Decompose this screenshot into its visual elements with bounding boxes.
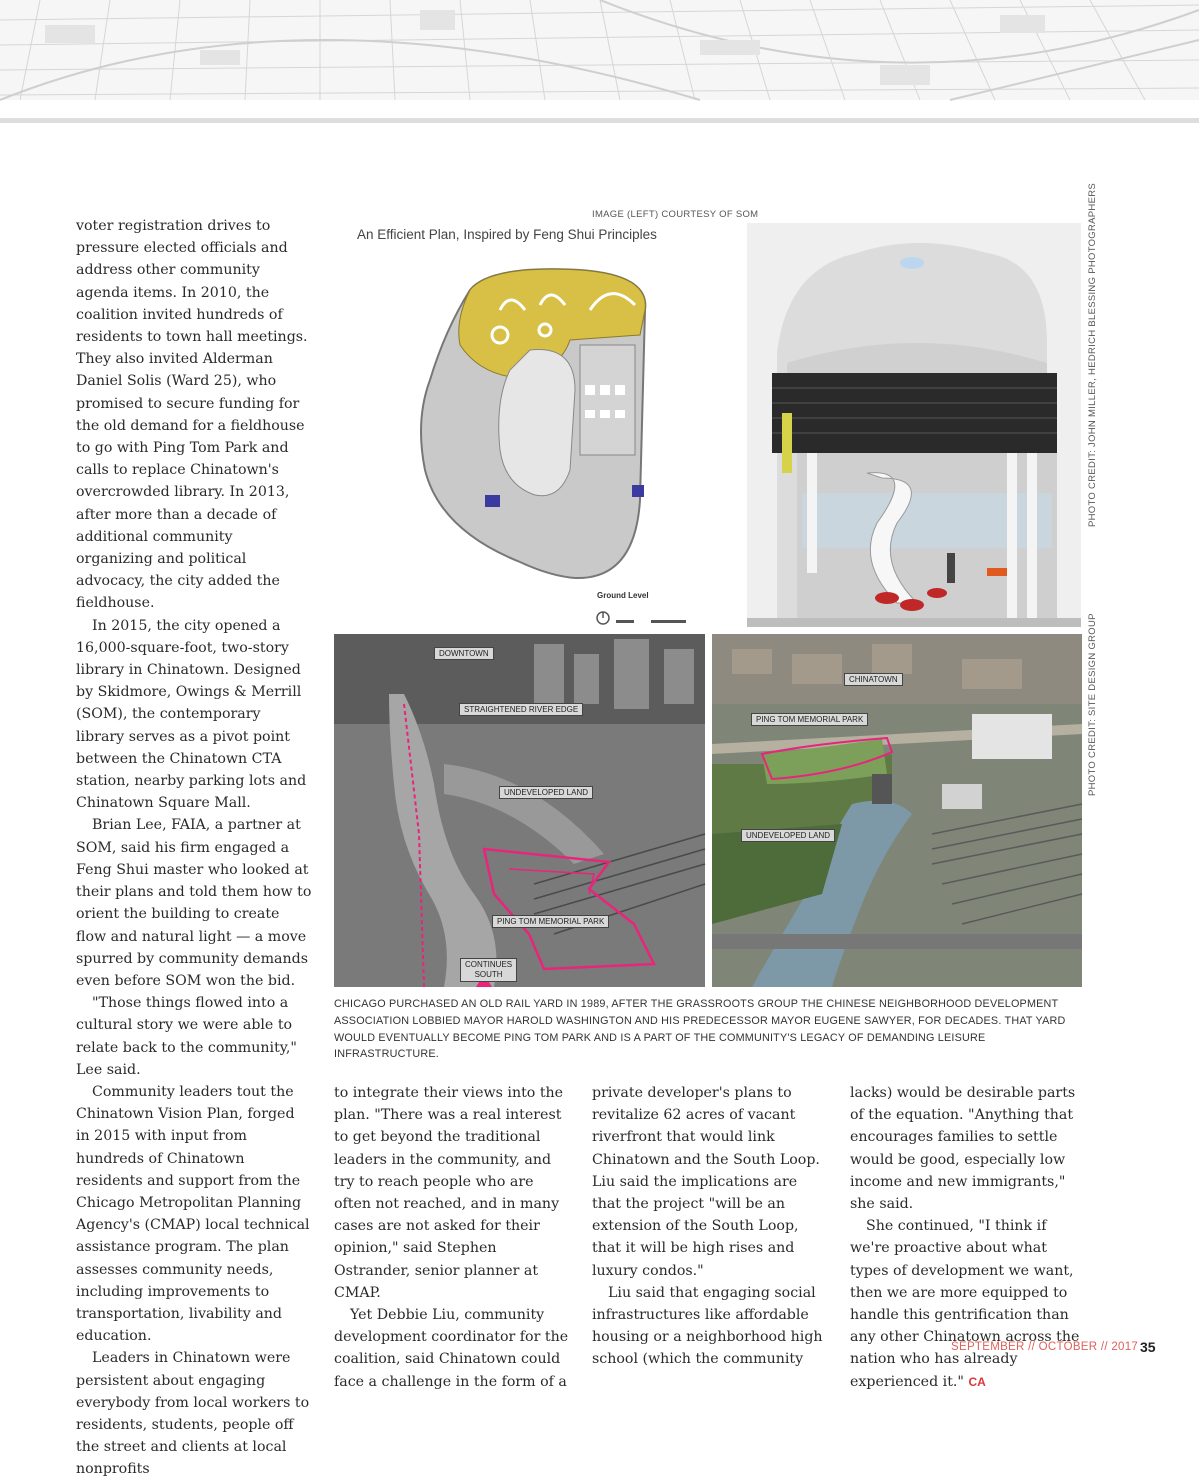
label-undeveloped-land-right: UNDEVELOPED LAND (741, 829, 835, 842)
label-ping-tom-left: PING TOM MEMORIAL PARK (492, 915, 609, 928)
label-continues-south (460, 958, 517, 982)
col4-paragraph-text: She continued, "I think if we're proactive about what types of development we want, then we are more equipped to handle this gentrification than any other Chinatown across the nation who has already experienced it." (850, 1218, 1080, 1390)
col3-paragraph: Liu said that engaging social infrastructures like affordable housing or a neighborhood high school (which the community (592, 1284, 823, 1368)
col1-paragraph: Community leaders tout the Chinatown Vision Plan, forged in 2015 with input from hundreds of Chinatown residents and support from the Chicago Metropolitan Planning Agency's (CMAP) local technical assistance program. The plan assesses community needs, including improvements to transportation, livability and education. (76, 1083, 310, 1345)
end-mark: CA (968, 1374, 986, 1389)
col1-paragraph: Brian Lee, FAIA, a partner at SOM, said his firm engaged a Feng Shui master who looked at their plans and told them how to orient the building to create flow and natural light — a move spurred by community demands even before SOM won the bid. (76, 817, 312, 989)
label-continues-line1: CONTINUES (465, 960, 513, 969)
article-column-3 (592, 1082, 824, 1371)
col1-paragraph: In 2015, the city opened a 16,000-square-foot, two-story library in Chinatown. Designed by Skidmore, Owings & Merrill (SOM), the contemporary library serves as a pivot point between the Chinatown CTA station, nearby parking lots and Chinatown Square Mall. (76, 617, 307, 812)
plan-ground-label: Ground Level (597, 591, 649, 600)
label-undeveloped-land-left: UNDEVELOPED LAND (499, 786, 593, 799)
label-straightened-river-edge: STRAIGHTENED RIVER EDGE (459, 703, 583, 716)
page-number: 35 (1140, 1339, 1156, 1355)
label-chinatown: CHINATOWN (844, 673, 903, 686)
plan-scale-bar (596, 609, 691, 627)
label-ping-tom-right: PING TOM MEMORIAL PARK (751, 713, 868, 726)
library-atrium-photo (747, 223, 1081, 627)
image-credit-left: IMAGE (LEFT) COURTESY OF SOM (592, 209, 759, 220)
header-rule (0, 118, 1199, 123)
label-continues-line2: SOUTH (474, 970, 503, 979)
photo-credit-aerial: PHOTO CREDIT: SITE DESIGN GROUP (1087, 613, 1098, 796)
floor-plan-diagram (400, 250, 700, 590)
article-column-2 (334, 1082, 574, 1393)
label-downtown: DOWNTOWN (434, 647, 494, 660)
header-map-banner (0, 0, 1199, 100)
figure-caption: CHICAGO PURCHASED AN OLD RAIL YARD IN 1989, AFTER THE GRASSROOTS GROUP THE CHINESE NEIGHBORHOOD DEVELOPMENT ASSOCIATION LOBBIED MAYOR HAROLD WASHINGTON AND HIS PREDECESSOR MAYOR EUGENE SAWYER, FOR DECADES. THAT YARD WOULD EVENTUALLY BECOME PING TOM PARK AND IS A PART OF THE COMMUNITY'S LEGACY OF DEMANDING LEISURE INFRASTRUCTURE. (334, 998, 1066, 1061)
historic-aerial-photo (334, 634, 705, 987)
article-column-1 (76, 215, 312, 1481)
col1-paragraph: "Those things flowed into a cultural story we were able to relate back to the community," Lee said. (76, 995, 297, 1078)
col1-paragraph: Leaders in Chinatown were persistent about engaging everybody from local workers to residents, students, people off the street and clients at local nonprofits (76, 1350, 310, 1478)
modern-aerial-photo (712, 634, 1082, 987)
photo-credit-right: PHOTO CREDIT: JOHN MILLER, HEDRICH BLESSING PHOTOGRAPHERS (1087, 182, 1098, 527)
col4-paragraph (850, 1215, 1086, 1393)
footer-issue-date: SEPTEMBER // OCTOBER // 2017 (951, 1341, 1139, 1353)
col3-paragraph: private developer's plans to revitalize 62 acres of vacant riverfront that would link Chinatown and the South Loop. Liu said the implications are that the project "will be an extension of the South Loop, that it will be high rises and luxury condos." (592, 1085, 820, 1279)
col2-paragraph: Yet Debbie Liu, community development coordinator for the coalition, said Chinatown could face a challenge in the form of a (334, 1307, 569, 1390)
col1-paragraph: voter registration drives to pressure elected officials and address other community agenda items. In 2010, the coalition invited hundreds of residents to town hall meetings. They also invited Alderman Daniel Solis (Ward 25), who promised to secure funding for the old demand for a fieldhouse to go with Ping Tom Park and calls to replace Chinatown's overcrowded library. In 2013, after more than a decade of additional community organizing and political advocacy, the city added the fieldhouse. (76, 218, 308, 612)
plan-title: An Efficient Plan, Inspired by Feng Shui Principles (357, 227, 657, 242)
map-texture (0, 0, 1199, 100)
col2-paragraph: to integrate their views into the plan. "There was a real interest to get beyond the traditional leaders in the community, and try to reach people who are often not reached, and in many cases are not asked for their opinion," said Stephen Ostrander, senior planner at CMAP. (334, 1085, 564, 1301)
col4-paragraph: lacks) would be desirable parts of the equation. "Anything that encourages families to settle would be good, especially low income and new immigrants," she said. (850, 1085, 1076, 1213)
